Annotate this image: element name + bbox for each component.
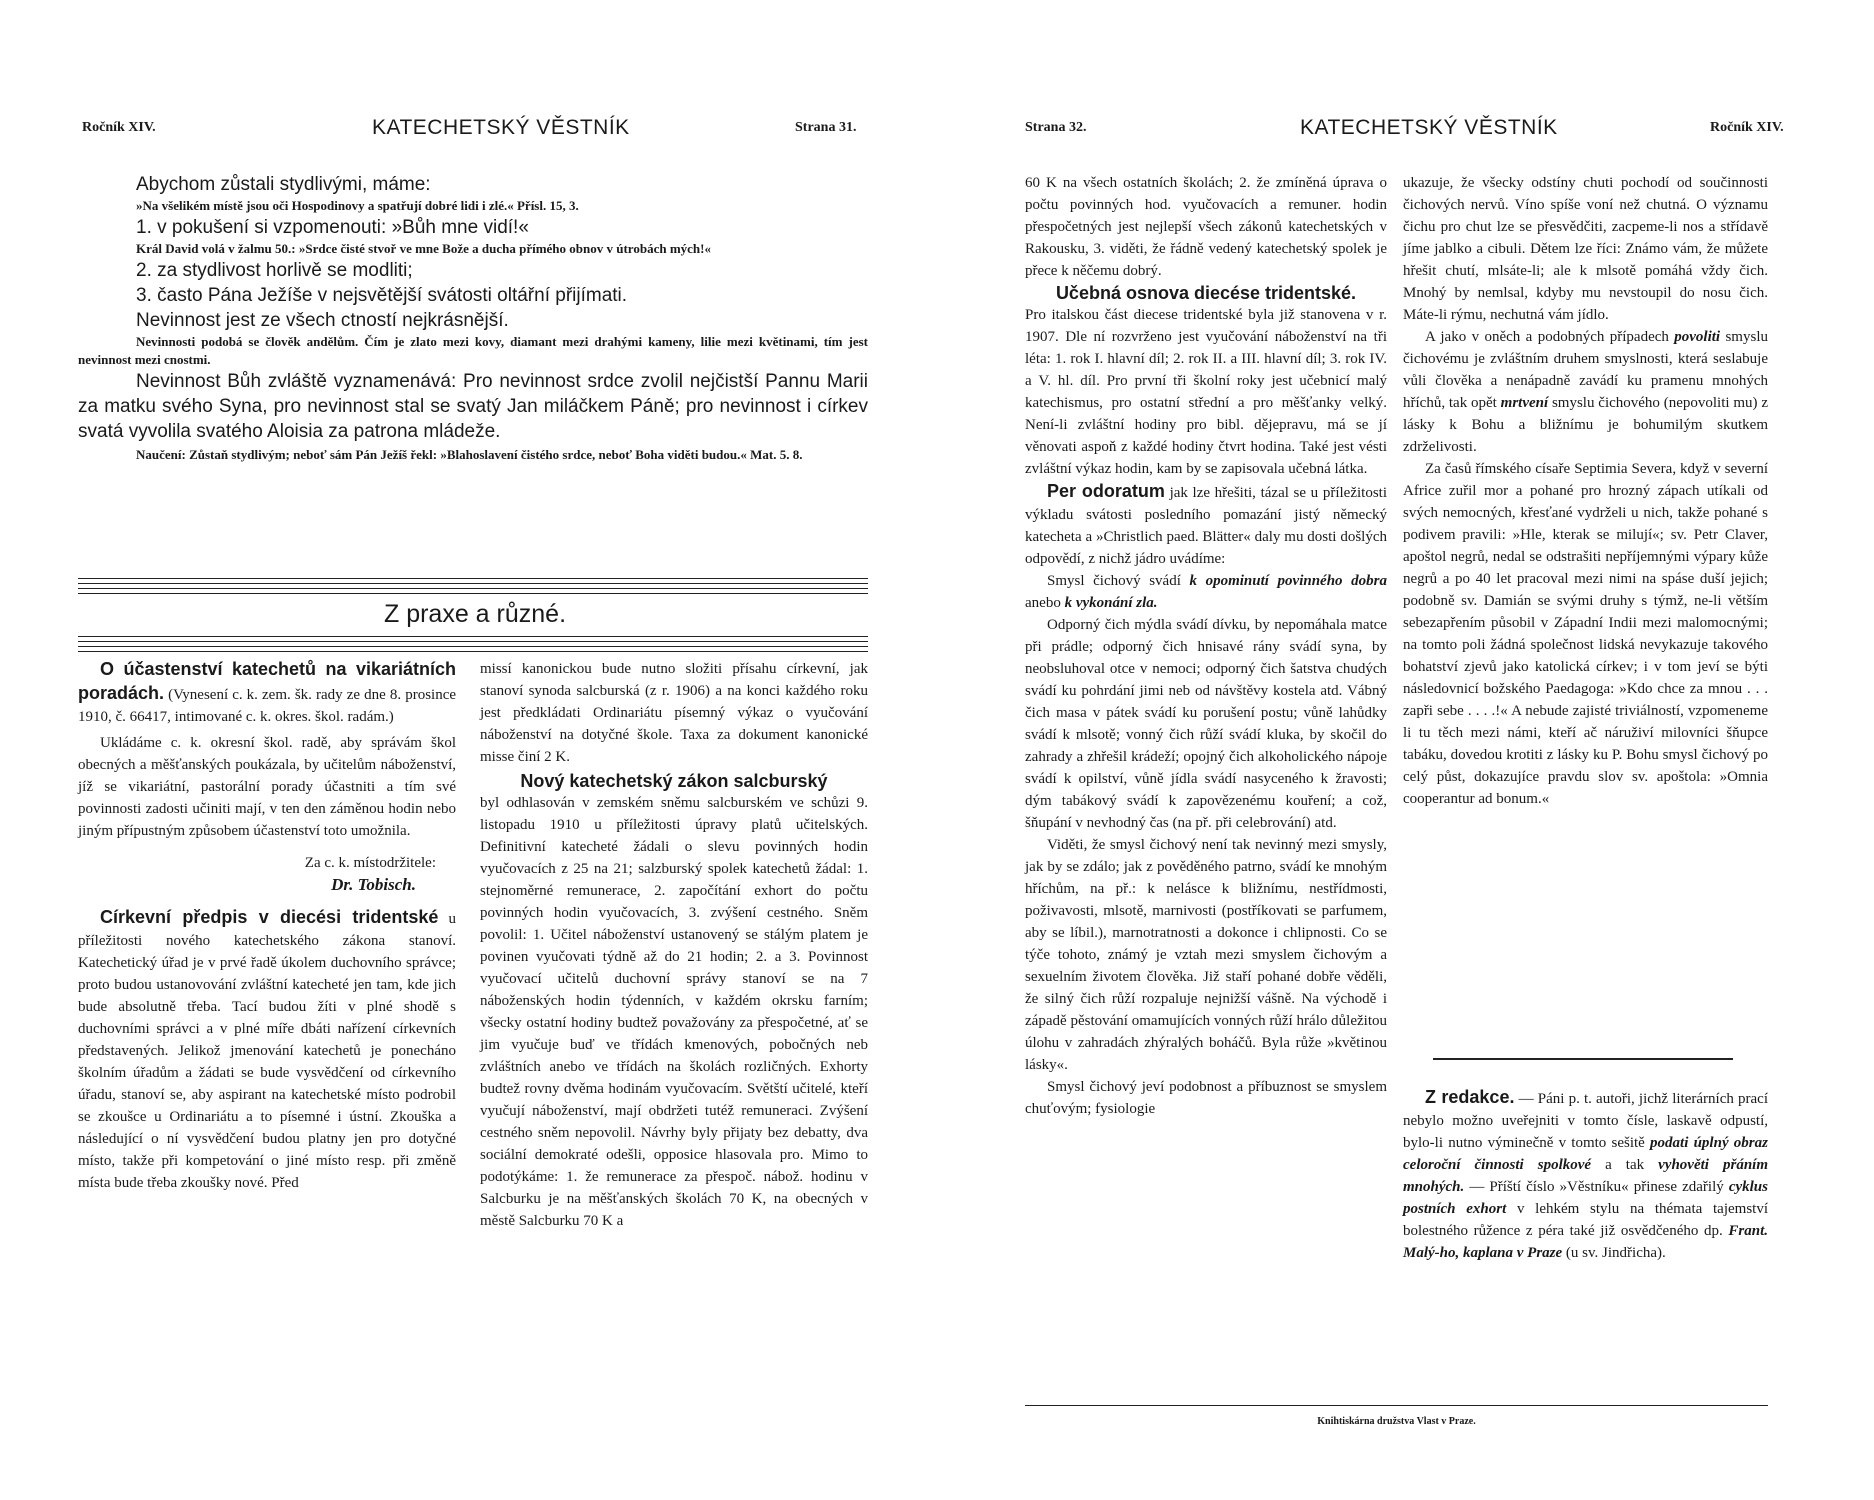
right-column-1	[1025, 172, 1387, 1120]
article-title: Per odoratum	[1047, 481, 1165, 501]
article-body: Odporný čich mýdla svádí dívku, by nepomáhala matce při prádle; odporný čich hnisavé rány svádí syna, by neobsluhoval otce v nemoci; odporný čich šatstva chudých svádí ku pohrdání jimi neb od návštěvy kostela atd. Vábný čich masa v pátek svádí ku porušení postu; vůně lahůdky svádí k mlsotě; vonný čich růží svádí kluka, by skočil do zahrady a zhřešil krádeží; opojný čich alkoholického nápoje svádí k opilství, vůně jídla svádí nasyceného k žravosti; dým tabákový svádí k zapovězenému kouření; a což, šňupání v nevhodný čas (na př. při celebrování) atd.	[1025, 617, 1387, 831]
intro-line: Nevinnost jest ze všech ctností nejkrásnější.	[136, 310, 509, 331]
right-column-2	[1403, 172, 1768, 810]
emphasis: podati úplný obraz celoroční činnosti spolkové	[1403, 1135, 1768, 1173]
text-run: — Páni p. t. autoři, jichž literárních prací nebylo možno uveřejniti v tomto čísle, laskavě odpustí, bylo-li nutno výminečně v tomto sešitě	[1403, 1091, 1768, 1151]
text-run: A jako v oněch a podobných případech	[1425, 329, 1675, 345]
section-title: Z praxe a různé.	[355, 594, 595, 634]
emphasis: k opominutí povinného dobra	[1189, 573, 1387, 589]
intro-point-1: 1. v pokušení si vzpomenouti: »Bůh mne vidí!«	[136, 217, 529, 238]
article-body: Smysl čichový jeví podobnost a příbuznost se smyslem chuťovým; fysiologie	[1025, 1079, 1387, 1117]
emphasis: Frant. Malý-ho, kaplana v Praze	[1403, 1223, 1768, 1261]
intro-lesson: Naučení: Zůstaň stydlivým; neboť sám Pán Ježíš řekl: »Blahoslavení čistého srdce, neboť Boha viděti budou.« Mat. 5. 8.	[136, 447, 803, 462]
page-number: Strana 31.	[795, 120, 857, 135]
text-run: a tak	[1591, 1157, 1659, 1173]
article-title: Církevní předpis v diecési tridentské	[100, 907, 439, 927]
text-run: smyslu čichovému je zvláštním druhem smyslnosti, která seslabuje vůli člověka a nenápadně zavádí ku pramenu mnohých hříchů, tak opět	[1403, 329, 1768, 411]
article-body: Za časů římského císaře Septimia Severa, když v severní Africe zuřil mor a pohané pro hrozný zápach utíkali od svých nemocných, křesťané vydrželi u nich, takže pohané s podivem pravili: »Hle, kterak se milují«; sv. Petr Claver, apoštol negrů, nedal se odstrašiti nepříjemnými výpary kůže negrů a po 40 let pracoval mezi nimi na spáse duší jejich; podobně sv. Damián se svými druhy s týmž, ne-li větším sebezapřením působil v Západní Indii mezi malomocnými; na tomto poli žádná společnost lidská nevykazuje takového bohatství zjevů jako katolická církev; i v tom jeví se býti následovnicí božského Paedagoga: »Kdo chce za mnou . . . zapři sebe . . . .!« A nebude zajisté triviálností, vzpomeneme li tu těch mezi námi, kteří ač náruživí milovníci šňupce tabáku, dovedou krotiti z lásky ku P. Bohu smysl čichový po celý půst, dokazujíce pravdu slov sv. apoštola: »Omnia cooperantur ad bonum.«	[1403, 461, 1768, 807]
page-number: Strana 32.	[1025, 120, 1087, 135]
article-body: ukazuje, že všecky odstíny chuti pochodí od součinnosti čichových nervů. Víno spíše voní než chutná. O významu čichu pro chut lze se přesvědčiti, zacpeme-li nos a střídavě jíme jablko a cibuli. Dětem lze říci: Známo vám, že můžete hřešit chutí, mlsáte-li; ale k mlsotě pomáhá vždy čich. Mnohý by nemlsal, kdyby mu nevstoupil do nosu čich. Máte-li rýmu, nechutná vám jídlo.	[1403, 175, 1768, 323]
text-run: smyslu čichového (nepovoliti mu) z lásky k Bohu a bližnímu je bohumilým skutkem zdrželivosti.	[1403, 395, 1768, 455]
editorial-heading: Z redakce.	[1425, 1087, 1515, 1107]
article-body: byl odhlasován v zemském sněmu salcburském ve schůzi 9. listopadu 1910 u příležitosti úpravy platů učitelských. Definitivní katecheté žádali o slevu povinných hodin vyučovacích z 25 na 21; salzburský spolek katechetů žádal: 1. stejnoměrné remunerace, 2. započítání exhort do počtu povinných hodin vyučovacích, 3. zvýšení cestného. Sněm povolil: 1. Učitel náboženství ustanovený se stálým platem je povinen vyučovati týdně až do 21 hodin; 2. a 3. Povinnost vyučovací učitelů duchovní správy stanoví se na 7 náboženských hodin týdenních, v každém okrsku farním; všecky ostatní hodiny budtež považovány za přespočetné, ať se jim vyučuje buď ve třídách kmenových, pobočných neb zvláštních anebo ve třídách na školách rozličných. Exhorty budtež rovny dvěma hodinám vyučovacím. Světští učitelé, kteří vyučují náboženství, mají obdržeti tutéž remuneraci. Zvýšení cestného sněm nepovolil. Návrhy byly přijaty bez debatty, dva sociální demokraté odešli, opposice hlasovala pro. Mimo to podotýkáme: 1. že remunerace za přespoč. nábož. hodinu v Salcburku je na měšťanských školách 70 K, na obecných v městě Salcburku 70 K a	[480, 795, 868, 1229]
intro-quote: »Na všelikém místě jsou oči Hospodinovy a spatřují dobré lidi i zlé.« Přísl. 15, 3.	[136, 198, 579, 213]
volume-label: Ročník XIV.	[82, 120, 156, 135]
emphasis: cyklus postních exhort	[1403, 1179, 1768, 1217]
section-divider	[78, 636, 868, 656]
article-subtitle: (Vynesení c. k. zem. šk. rady ze dne 8. prosince 1910, č. 66417, intimované c. k. okres. škol. radám.)	[78, 687, 457, 725]
article-body: Viděti, že smysl čichový není tak nevinný mezi smysly, jak by se zdálo; jak z pověděného patrno, svádí ke mnohým hříchům, na př.: k nelásce k bližnímu, nestřídmosti, poživavosti, mlsotě, marnivosti (postříkovati se parfumem, aby se líbil.), marnotratnosti a dokonce i chlipnosti. Co se týče tohoto, známý je vztah mezi smyslem čichovým a sexuelním životem člověka. Již staří pohané dobře věděli, že silný čich růží rozpaluje nejnižší vášně. Na východě i západě pěstování omamujících vonných růží hrálo důležitou úlohu v zahradách zhýralých boháčů. Byla růže »květinou lásky«.	[1025, 837, 1387, 1073]
left-column-2	[480, 658, 868, 1232]
text-run: (u sv. Jindřicha).	[1562, 1245, 1666, 1261]
article-title: Nový katechetský zákon salcburský	[520, 771, 828, 791]
journal-title: KATECHETSKÝ VĚSTNÍK	[1300, 116, 1558, 139]
intro-paragraph: Nevinnost Bůh zvláště vyznamenává: Pro nevinnost srdce zvolil nejčistší Pannu Marii za matku svého Syna, pro nevinnost stal se svatý Jan miláčkem Páně; pro nevinnost i církev svatá vyvolila svatého Aloisia za patrona mládeže.	[78, 371, 868, 442]
intro-note: Nevinnosti podobá se člověk andělům. Čím je zlato mezi kovy, diamant mezi drahými kameny, lilie mezi květinami, tím jest nevinnost mezi cnostmi.	[78, 334, 868, 367]
article-body: 60 K na všech ostatních školách; 2. že zmíněná úprava o počtu povinných hod. vyučovacích a remuner. hodin přespočetných jest nejlepší všech zákonů katechetských v Rakousku, 3. viděti, že řádně vedený katechetský spolek je přece k něčemu dobrý.	[1025, 175, 1387, 279]
emphasis: mrtvení	[1500, 395, 1549, 411]
intro-point-3: 3. často Pána Ježíše v nejsvětější svátosti oltářní přijímati.	[136, 285, 628, 306]
emphasis: povoliti	[1674, 329, 1721, 345]
article-body: u příležitosti nového katechetského zákona stanoví. Katechetický úřad je v prvé řadě úkolem duchovního správce; proto budou ustanovování zvláštní katecheté jen tam, kde jich bude absolutně třeba. Tací budou žíti v plné shodě s duchovními správci a v plné míře dbáti nařízení církevních představených. Jelikož jmenování katechetů je ponecháno školním úřadům a žádati se bude vysvědčení od církevního úřadu, stanoví se, aby aspirant na katechetské místo podrobil se zkoušce u Ordinariátu a to písemné i ústní. Zkouška a následující o ní vysvědčení budou platny jen pro dotyčné místo, takže při kompetování o jiné místo resp. při změně místa bude třeba zkoušky nové. Před	[78, 911, 456, 1191]
article-body: missí kanonickou bude nutno složiti přísahu církevní, jak stanoví synoda salcburská (z r. 1906) a na konci každého roku jest předkládati Ordinariátu písemný výkaz o vyučování náboženství na dotyčné škole. Taxa za dokument kanonické misse činí 2 K.	[480, 661, 868, 765]
intro-line: Abychom zůstali stydlivými, máme:	[136, 174, 431, 195]
editorial-note	[1403, 1086, 1768, 1264]
article-body: Ukládáme c. k. okresní škol. radě, aby správám škol obecných a měšťanských poukázala, by učitelům náboženství, jíž se vikariátní, pastorální porady účastniti a tím své povinnosti zadosti učiniti mají, v ten den záměnou hodin nebo jiným přípustným způsobem účastenství toto umožnila.	[78, 735, 456, 839]
printer-imprint: Knihtiskárna družstva Vlast v Praze.	[1317, 1416, 1476, 1427]
right-page	[937, 0, 1874, 1500]
journal-title: KATECHETSKÝ VĚSTNÍK	[372, 116, 630, 139]
article-title: Učebná osnova diecése tridentské.	[1055, 283, 1357, 303]
text-run: Smysl čichový svádí	[1047, 573, 1190, 589]
footer-rule	[1025, 1405, 1768, 1410]
article-body: jak lze hřešiti, tázal se u příležitosti výkladu svátosti posledního pomazání jistý německý katecheta a »Christlich paed. Blätter« daly mu dosti došlých odpovědí, z nichž jádro uvádíme:	[1025, 485, 1387, 567]
volume-label: Ročník XIV.	[1710, 120, 1784, 135]
intro-point-2: 2. za stydlivost horlivě se modliti;	[136, 260, 413, 281]
emphasis: vyhověti přáním mnohých.	[1403, 1157, 1768, 1195]
article-body: Pro italskou část diecese tridentské byla již stanovena v r. 1907. Dle ní rozvrženo jest vyučování náboženství na tři léta: 1. rok I. hlavní díl; 2. rok II. a III. hlavní díl; 3. rok IV. a V. hl. díl. Pro první tři školní roky jest učebnicí malý katechismus, pro ostatní střední a pro měšťanky velký. Není-li zvláštní hodiny pro bibl. dějepravu, má se jí věnovati aspoň z každé hodiny čtvrt hodina. Také jest vésti zvláštní výkaz hodin, kam by se zapisovala učebná látka.	[1025, 307, 1387, 477]
emphasis: k vykonání zla.	[1064, 595, 1158, 611]
article-title: O účastenství katechetů na vikariátních poradách.	[78, 659, 456, 703]
intro-block	[78, 172, 868, 464]
column-divider	[1433, 1058, 1733, 1064]
intro-quote: Král David volá v žalmu 50.: »Srdce čisté stvoř ve mne Bože a ducha přímého obnov v útrobách mých!«	[136, 241, 711, 256]
signature-name: Dr. Tobisch.	[331, 875, 416, 894]
text-run: v lehkém stylu na thémata tajemství bolestného růžence z péra také již osvědčeného dp.	[1403, 1201, 1768, 1239]
text-run: — Příští číslo »Věstníku« přinese zdařilý	[1464, 1179, 1729, 1195]
left-column-1	[78, 658, 456, 1194]
signature-label: Za c. k. místodržitele:	[304, 855, 436, 871]
text-run: anebo	[1025, 595, 1065, 611]
